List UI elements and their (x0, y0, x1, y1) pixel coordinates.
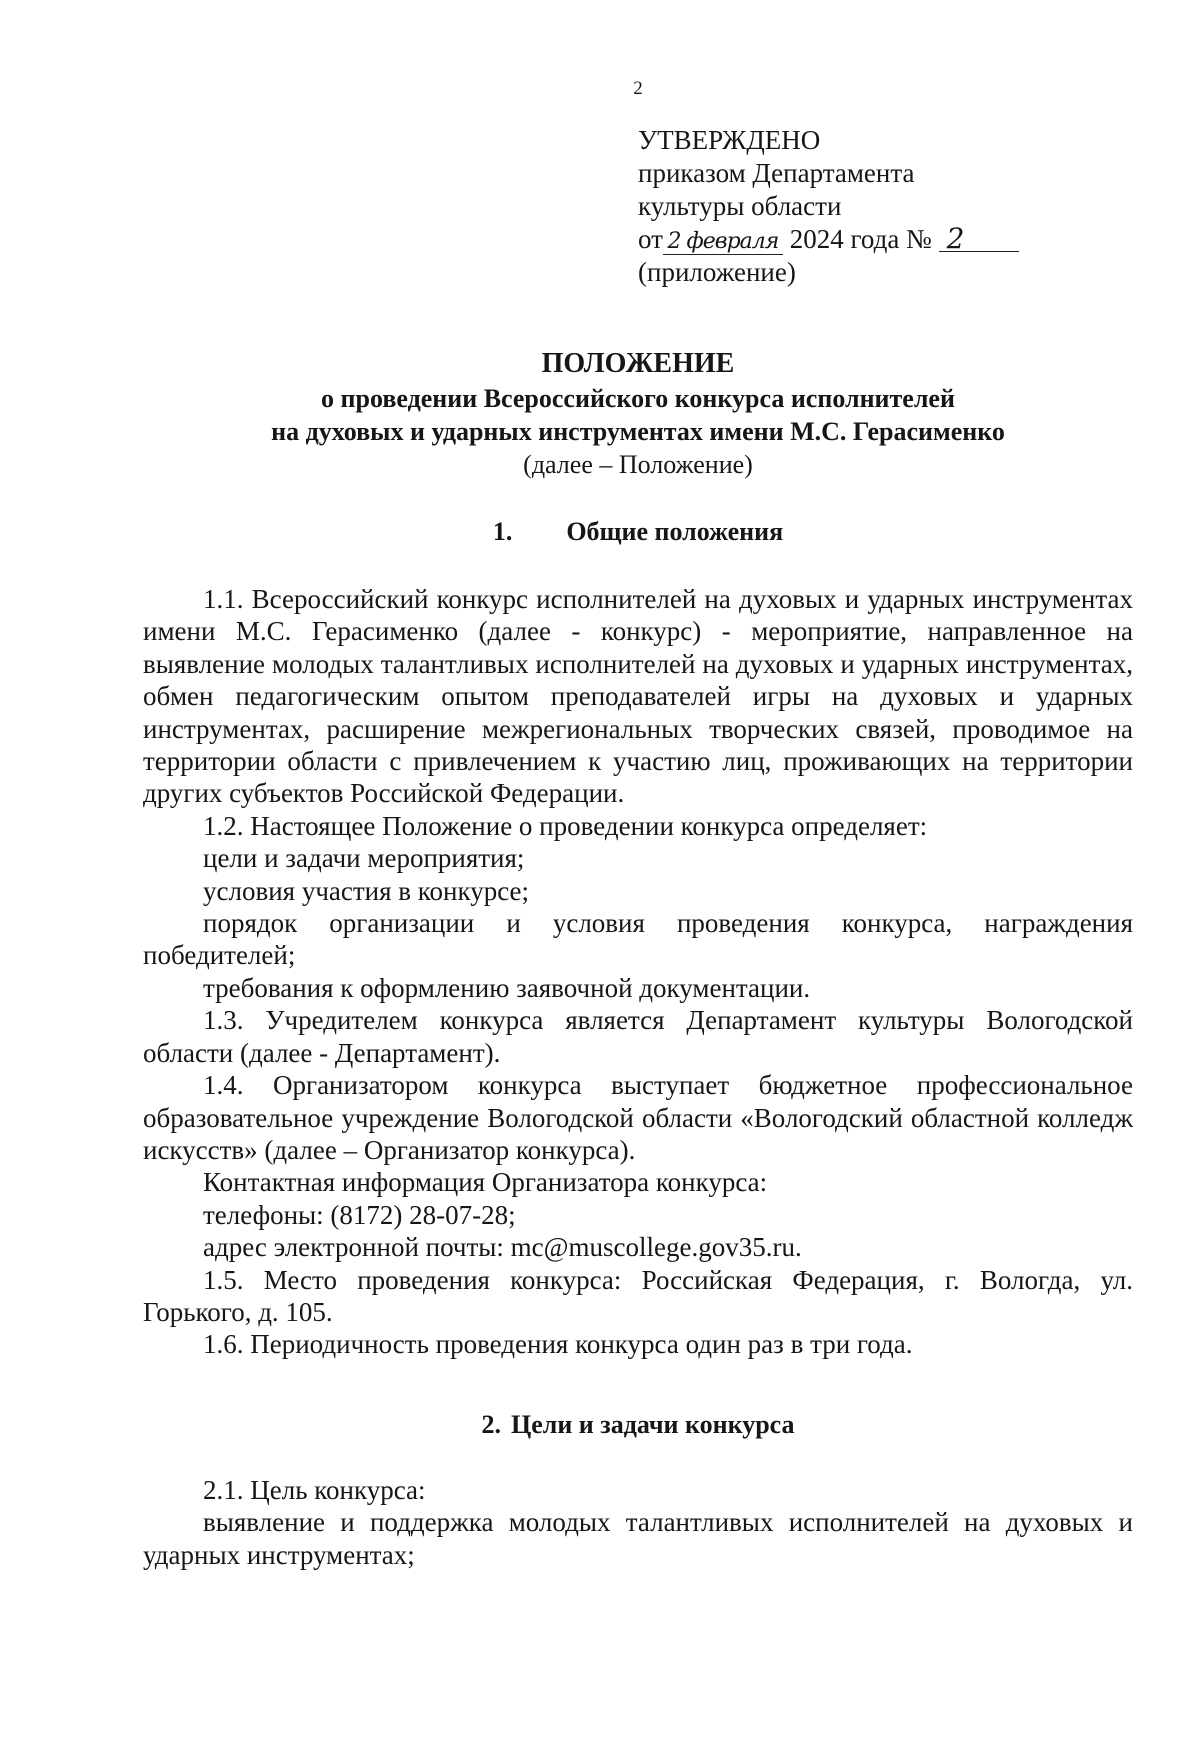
section-1-heading (140, 515, 1136, 548)
page-number: 2 (633, 78, 643, 99)
section-1-title: Общие положения (566, 517, 784, 546)
document-subtitle-abbrev: (далее – Положение) (523, 450, 753, 479)
paragraph-1-3: 1.3. Учредителем конкурса является Департамент культуры Вологодской области (далее - Департамент). (143, 1005, 1133, 1068)
contact-phones: телефоны: (8172) 28-07-28; (203, 1199, 516, 1230)
paragraph-1-2: 1.2. Настоящее Положение о проведении конкурса определяет: (203, 810, 928, 841)
approval-line-order: приказом Департамента (638, 158, 915, 188)
paragraph-1-4: 1.4. Организатором конкурса выступает бюджетное профессиональное образовательное учреждение Вологодской области «Вологодский областной колледж искусств» (далее – Организатор конкурса). (143, 1070, 1133, 1165)
paragraph-1-5: 1.5. Место проведения конкурса: Российская Федерация, г. Вологда, ул. Горького, д. 105. (143, 1264, 1133, 1327)
contact-info-heading: Контактная информация Организатора конкурса: (203, 1167, 768, 1198)
section-2-heading (140, 1408, 1136, 1441)
approval-stamp-block (638, 124, 1019, 289)
handwritten-date: 2 февраля (663, 230, 783, 255)
approval-line-appendix: (приложение) (638, 257, 796, 287)
date-prefix: от (638, 224, 663, 254)
section-1-body (143, 583, 1133, 1361)
year-text: 2024 года № (789, 224, 932, 254)
paragraph-1-1: 1.1. Всероссийский конкурс исполнителей на духовых и ударных инструментах имени М.С. Герасименко (далее - конкурс) - мероприятие, направленное на выявление молодых талантливых исполнителей на духовых и ударных инструментах, обмен педагогическим опытом преподавателей игры на духовых и ударных инструментах, расширение межрегиональных творческих связей, проводимое на территории области с привлечением к участию лиц, проживающих на территории других субъектов Российской Федерации. (143, 584, 1133, 809)
section-2-number: 2. (481, 1410, 501, 1439)
list-item-goals: цели и задачи мероприятия; (203, 843, 525, 874)
approval-line-department: культуры области (638, 191, 842, 221)
list-item-conditions: условия участия в конкурсе; (203, 875, 530, 906)
list-item-requirements: требования к оформлению заявочной документации. (203, 972, 811, 1003)
contact-email: адрес электронной почты: mc@muscollege.gov35.ru. (203, 1232, 802, 1263)
section-2-body (143, 1474, 1133, 1571)
paragraph-1-6: 1.6. Периодичность проведения конкурса один раз в три года. (203, 1329, 913, 1360)
list-item-procedure: порядок организации и условия проведения конкурса, награждения победителей; (143, 908, 1133, 971)
section-2-title: Цели и задачи конкурса (510, 1410, 795, 1439)
document-subtitle-line2: на духовых и ударных инструментах имени М.С. Герасименко (271, 417, 1005, 446)
paragraph-2-1-goal: выявление и поддержка молодых талантливых исполнителей на духовых и ударных инструментах; (143, 1507, 1133, 1570)
section-1-number: 1. (492, 517, 513, 546)
document-heading: ПОЛОЖЕНИЕ (541, 348, 735, 379)
approval-line-date (638, 223, 1019, 256)
paragraph-2-1: 2.1. Цель конкурса: (203, 1475, 426, 1505)
handwritten-order-number: 2 (939, 227, 1019, 252)
approval-line-approved: УТВЕРЖДЕНО (638, 125, 821, 155)
document-title-block (140, 346, 1136, 481)
document-subtitle-line1: о проведении Всероссийского конкурса исполнителей (321, 384, 955, 413)
